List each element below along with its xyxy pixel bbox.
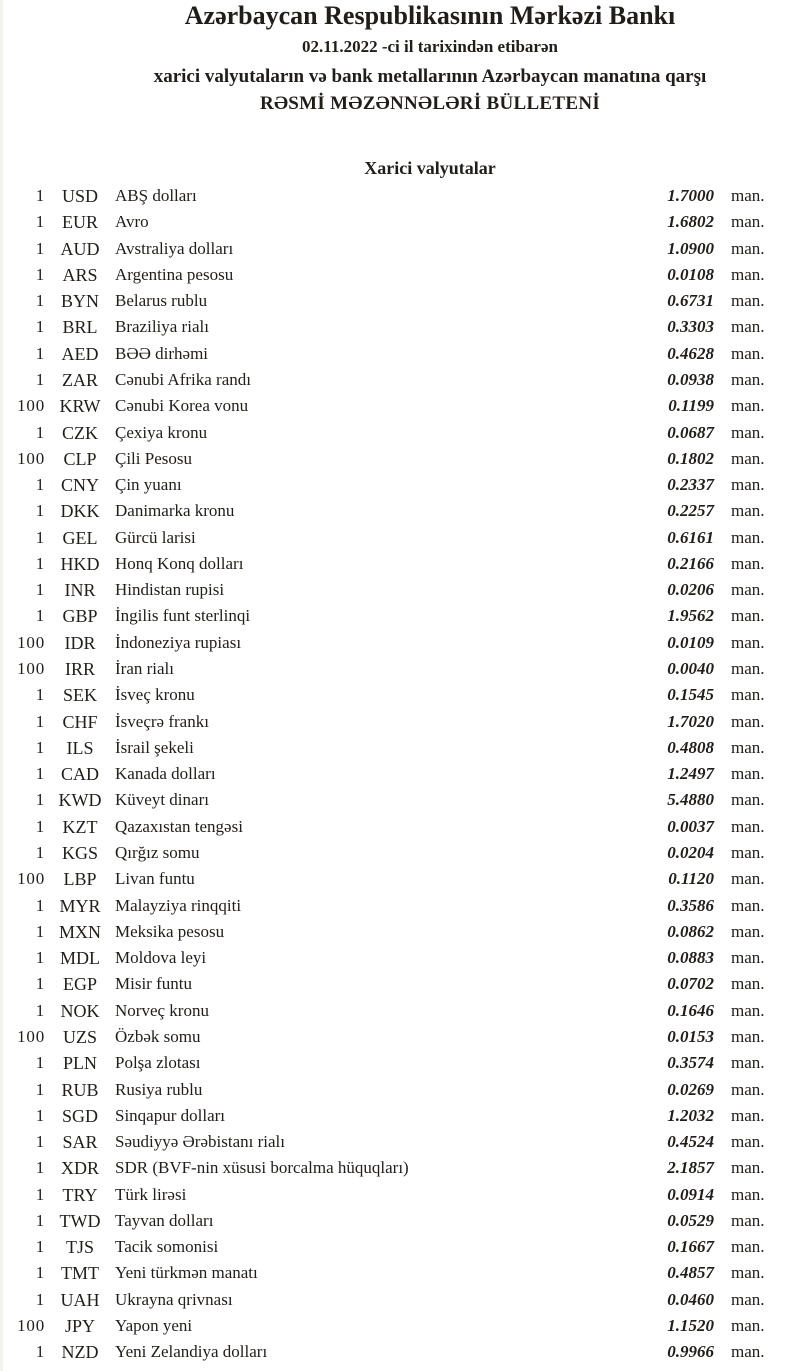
currency-code: PLN <box>62 1053 97 1074</box>
currency-row <box>0 262 800 288</box>
currency-unit: man. <box>731 212 765 232</box>
currency-code: GEL <box>62 527 98 548</box>
currency-row <box>0 288 800 314</box>
currency-name: İndoneziya rupiası <box>115 632 242 652</box>
currency-row <box>0 1339 800 1365</box>
currency-rate: 0.6731 <box>667 291 714 311</box>
currency-name: Çexiya kronu <box>115 422 208 442</box>
currency-row <box>0 183 800 209</box>
currency-rate: 0.4857 <box>667 1263 714 1283</box>
currency-code: KWD <box>58 790 102 811</box>
currency-name: Avro <box>115 212 149 232</box>
currency-row <box>0 1313 800 1339</box>
currency-unit: man. <box>731 921 765 941</box>
currency-quantity: 1 <box>35 1237 45 1257</box>
currency-quantity: 1 <box>35 501 45 521</box>
currency-code: TMT <box>61 1263 99 1284</box>
currency-unit: man. <box>731 1237 765 1257</box>
currency-name: İran rialı <box>115 659 174 679</box>
currency-rate: 1.7020 <box>667 711 714 731</box>
currency-row <box>0 682 800 708</box>
currency-unit: man. <box>731 475 765 495</box>
currency-quantity: 1 <box>35 1184 45 1204</box>
currency-unit: man. <box>731 974 765 994</box>
currency-code: DKK <box>60 501 100 522</box>
currency-row <box>0 393 800 419</box>
currency-rate: 0.0914 <box>667 1184 714 1204</box>
currency-quantity: 1 <box>35 974 45 994</box>
currency-name: Livan funtu <box>115 869 195 889</box>
currency-unit: man. <box>731 501 765 521</box>
currency-row <box>0 840 800 866</box>
currency-name: SDR (BVF-nin xüsusi borcalma hüquqları) <box>115 1158 409 1178</box>
currency-code: INR <box>64 580 96 601</box>
currency-name: Braziliya rialı <box>115 317 209 337</box>
currency-row <box>0 341 800 367</box>
currency-rate: 0.0153 <box>667 1026 714 1046</box>
currency-quantity: 1 <box>35 212 45 232</box>
currency-unit: man. <box>731 790 765 810</box>
currency-name: Misir funtu <box>115 974 192 994</box>
currency-rate: 0.0269 <box>667 1079 714 1099</box>
currency-row <box>0 735 800 761</box>
bulletin-title: RƏSMİ MƏZƏNNƏLƏRİ BÜLLETENİ <box>259 93 601 114</box>
currency-name: Argentina pesosu <box>115 264 234 284</box>
currency-row <box>0 656 800 682</box>
currency-quantity: 1 <box>35 685 45 705</box>
currency-quantity: 100 <box>17 659 45 679</box>
currency-code: USD <box>61 186 98 206</box>
currency-name: Çin yuanı <box>115 475 182 495</box>
currency-row <box>0 787 800 813</box>
currency-code: MYR <box>59 895 101 916</box>
currency-rate: 0.0529 <box>667 1210 714 1230</box>
currency-name: Tacik somonisi <box>115 1237 219 1257</box>
currency-code: ZAR <box>62 369 98 390</box>
currency-name: Avstraliya dolları <box>115 238 234 258</box>
currency-row <box>0 630 800 656</box>
currency-quantity: 1 <box>35 1053 45 1073</box>
currency-code: SAR <box>62 1132 98 1153</box>
currency-name: Tayvan dolları <box>115 1210 214 1230</box>
currency-name: Türk lirəsi <box>115 1184 187 1204</box>
currency-rate: 0.2337 <box>667 475 714 495</box>
currency-quantity: 100 <box>17 396 45 416</box>
currency-unit: man. <box>731 659 765 679</box>
currency-quantity: 1 <box>35 1289 45 1309</box>
currency-name: Ukrayna qrivnası <box>115 1289 233 1309</box>
currency-code: SGD <box>61 1105 98 1126</box>
currency-quantity: 1 <box>35 816 45 836</box>
currency-quantity: 1 <box>35 711 45 731</box>
currency-name: Polşa zlotası <box>115 1053 201 1073</box>
currency-unit: man. <box>731 1132 765 1152</box>
currency-code: GBP <box>62 606 98 627</box>
currency-quantity: 1 <box>35 606 45 626</box>
currency-name: Yeni türkmən manatı <box>115 1263 258 1283</box>
currency-row <box>0 1129 800 1155</box>
currency-quantity: 1 <box>35 238 45 258</box>
currency-code: NOK <box>60 1000 100 1021</box>
currency-quantity: 1 <box>35 843 45 862</box>
currency-row <box>0 603 800 629</box>
currency-code: NZD <box>61 1342 99 1363</box>
currency-row <box>0 577 800 603</box>
currency-code: KRW <box>59 396 101 417</box>
bank-title: Azərbaycan Respublikasının Mərkəzi Bankı <box>184 1 676 30</box>
currency-unit: man. <box>731 869 765 889</box>
currency-rate: 0.6161 <box>667 527 714 547</box>
currency-code: MDL <box>60 948 100 969</box>
currency-quantity: 1 <box>35 1263 45 1283</box>
currency-quantity: 1 <box>35 264 45 284</box>
currency-code: ILS <box>66 737 94 758</box>
currency-unit: man. <box>731 396 765 416</box>
currency-quantity: 100 <box>17 1026 45 1046</box>
currency-name: Norveç kronu <box>115 1000 209 1020</box>
currency-unit: man. <box>731 186 765 205</box>
currency-code: IDR <box>64 632 96 653</box>
currency-rate: 0.0460 <box>667 1289 714 1309</box>
currency-code: IRR <box>64 659 95 680</box>
currency-unit: man. <box>731 764 765 784</box>
currency-unit: man. <box>731 606 765 626</box>
currency-code: RUB <box>61 1079 99 1100</box>
currency-row <box>0 1155 800 1181</box>
currency-rate: 0.1545 <box>667 685 714 705</box>
currency-code: UZS <box>62 1026 97 1047</box>
currency-rate: 0.1802 <box>667 448 714 468</box>
currency-row <box>0 209 800 235</box>
currency-unit: man. <box>731 343 765 363</box>
currency-name: Özbək somu <box>115 1026 201 1046</box>
currency-quantity: 1 <box>35 1079 45 1099</box>
currency-row <box>0 367 800 393</box>
currency-name: BƏƏ dirhəmi <box>115 343 209 363</box>
currency-unit: man. <box>731 632 765 652</box>
currency-rate: 0.0883 <box>667 948 714 968</box>
currency-code: AUD <box>60 238 100 259</box>
currency-code: ARS <box>62 264 98 285</box>
currency-unit: man. <box>731 422 765 442</box>
currency-row <box>0 1208 800 1234</box>
currency-unit: man. <box>731 816 765 836</box>
currency-row <box>0 1287 800 1313</box>
currency-row <box>0 1024 800 1050</box>
currency-quantity: 1 <box>35 790 45 810</box>
currency-rate: 0.0862 <box>667 921 714 941</box>
currency-name: Danimarka kronu <box>115 501 235 521</box>
currency-name: Çili Pesosu <box>115 448 192 468</box>
currency-code: AED <box>61 343 99 364</box>
currency-rate: 0.0109 <box>667 632 714 652</box>
currency-quantity: 1 <box>35 186 45 205</box>
currency-name: Kanada dolları <box>115 764 216 784</box>
currency-code: CAD <box>60 764 99 785</box>
currency-code: XDR <box>60 1158 99 1179</box>
currency-rate: 5.4880 <box>667 790 714 810</box>
currency-row <box>0 814 800 840</box>
currency-row <box>0 446 800 472</box>
currency-unit: man. <box>731 238 765 258</box>
currency-row <box>0 472 800 498</box>
currency-unit: man. <box>731 711 765 731</box>
currency-rate: 0.1199 <box>668 396 714 416</box>
currency-name: Sinqapur dolları <box>115 1105 226 1125</box>
currency-name: Rusiya rublu <box>115 1079 203 1099</box>
currency-unit: man. <box>731 369 765 389</box>
currency-quantity: 1 <box>35 1132 45 1152</box>
currency-quantity: 100 <box>17 632 45 652</box>
currency-name: Cənubi Korea vonu <box>115 396 249 416</box>
currency-quantity: 1 <box>35 737 45 757</box>
effective-date-line: 02.11.2022 -ci il tarixindən etibarən <box>302 37 558 56</box>
currency-row <box>0 998 800 1024</box>
currency-unit: man. <box>731 264 765 284</box>
currency-rate: 0.0204 <box>667 843 714 862</box>
currency-rate: 0.9966 <box>667 1342 714 1362</box>
currency-unit: man. <box>731 1289 765 1309</box>
currency-code: KZT <box>62 816 98 837</box>
currency-unit: man. <box>731 948 765 968</box>
currency-row <box>0 1260 800 1286</box>
currency-row <box>0 893 800 919</box>
currency-rate: 0.3586 <box>667 895 714 915</box>
currency-code: LBP <box>63 869 97 890</box>
currency-code: BYN <box>60 291 99 312</box>
currency-quantity: 1 <box>35 317 45 337</box>
currency-code: UAH <box>60 1289 100 1310</box>
currency-code: HKD <box>60 553 100 574</box>
currency-row <box>0 761 800 787</box>
currency-unit: man. <box>731 1079 765 1099</box>
currency-rate: 2.1857 <box>667 1158 714 1178</box>
currency-code: CZK <box>62 422 98 443</box>
currency-unit: man. <box>731 685 765 705</box>
currency-name: Belarus rublu <box>115 291 208 311</box>
currency-name: Gürcü larisi <box>115 527 196 547</box>
currency-unit: man. <box>731 1210 765 1230</box>
currency-code: EUR <box>62 212 98 233</box>
currency-row <box>0 1234 800 1260</box>
currency-name: Hindistan rupisi <box>115 580 225 600</box>
currency-rate: 0.2166 <box>667 553 714 573</box>
currency-code: CHF <box>62 711 98 732</box>
currency-quantity: 100 <box>17 1316 45 1336</box>
currency-rate: 0.4628 <box>667 343 714 363</box>
currency-rate: 0.4524 <box>667 1132 714 1152</box>
currency-name: Qırğız somu <box>115 843 200 862</box>
currency-code: TRY <box>62 1184 98 1205</box>
currency-row <box>0 1077 800 1103</box>
currency-rate: 1.1520 <box>667 1316 714 1336</box>
currency-code: KGS <box>61 843 98 863</box>
currency-quantity: 1 <box>35 553 45 573</box>
currency-unit: man. <box>731 1105 765 1125</box>
section-title-foreign-currencies: Xarici valyutalar <box>364 158 496 178</box>
currency-quantity: 1 <box>35 1210 45 1230</box>
currency-rate: 0.3303 <box>667 317 714 337</box>
currency-row <box>0 525 800 551</box>
currency-unit: man. <box>731 895 765 915</box>
currency-row <box>0 236 800 262</box>
subject-line: xarici valyutaların və bank metallarının Azərbaycan manatına qarşı <box>153 66 707 87</box>
currency-unit: man. <box>731 1158 765 1178</box>
currency-quantity: 1 <box>35 1000 45 1020</box>
currency-quantity: 1 <box>35 1105 45 1125</box>
currency-quantity: 1 <box>35 422 45 442</box>
currency-name: Yapon yeni <box>115 1316 193 1336</box>
currency-name: ABŞ dolları <box>115 186 197 205</box>
currency-rate: 0.4808 <box>667 737 714 757</box>
currency-rate: 0.2257 <box>667 501 714 521</box>
currency-code: SEK <box>62 685 97 706</box>
currency-row <box>0 971 800 997</box>
currency-row <box>0 551 800 577</box>
currency-rate: 1.7000 <box>667 186 714 205</box>
currency-name: Küveyt dinarı <box>115 790 209 810</box>
currency-row <box>0 866 800 892</box>
currency-rate: 0.0206 <box>667 580 714 600</box>
currency-row <box>0 709 800 735</box>
currency-unit: man. <box>731 1184 765 1204</box>
currency-row <box>0 498 800 524</box>
currency-quantity: 1 <box>35 1342 45 1362</box>
currency-unit: man. <box>731 737 765 757</box>
currency-name: İsveç kronu <box>115 685 195 705</box>
currency-rate: 0.1120 <box>668 869 714 889</box>
currency-row <box>0 945 800 971</box>
currency-quantity: 1 <box>35 764 45 784</box>
currency-unit: man. <box>731 1316 765 1336</box>
currency-unit: man. <box>731 317 765 337</box>
currency-name: Qazaxıstan tengəsi <box>115 816 243 836</box>
currency-unit: man. <box>731 843 765 862</box>
currency-rate: 0.0702 <box>667 974 714 994</box>
currency-quantity: 1 <box>35 475 45 495</box>
currency-unit: man. <box>731 1000 765 1020</box>
currency-rate: 0.1667 <box>667 1237 714 1257</box>
currency-row <box>0 420 800 446</box>
currency-rate: 0.1646 <box>667 1000 714 1020</box>
currency-code: JPY <box>64 1316 95 1337</box>
currency-quantity: 1 <box>35 291 45 311</box>
currency-rate: 1.2497 <box>667 764 714 784</box>
currency-name: İsrail şekeli <box>115 737 194 757</box>
currency-rate: 0.0108 <box>667 264 714 284</box>
currency-unit: man. <box>731 553 765 573</box>
currency-rate: 0.3574 <box>667 1053 714 1073</box>
currency-name: İsveçrə frankı <box>115 711 209 731</box>
currency-code: BRL <box>62 317 98 338</box>
currency-name: Moldova leyi <box>115 948 207 968</box>
currency-unit: man. <box>731 1053 765 1073</box>
currency-rate: 0.0040 <box>667 659 714 679</box>
currency-row <box>0 1182 800 1208</box>
currency-rate: 0.0938 <box>667 369 714 389</box>
currency-unit: man. <box>731 1342 765 1362</box>
currency-unit: man. <box>731 448 765 468</box>
currency-rate: 0.0037 <box>667 816 714 836</box>
currency-quantity: 1 <box>35 369 45 389</box>
currency-row <box>0 314 800 340</box>
currency-unit: man. <box>731 580 765 600</box>
currency-quantity: 1 <box>35 343 45 363</box>
currency-quantity: 1 <box>35 527 45 547</box>
currency-name: Meksika pesosu <box>115 921 225 941</box>
currency-quantity: 1 <box>35 580 45 600</box>
currency-code: CNY <box>60 475 99 496</box>
currency-row <box>0 919 800 945</box>
currency-quantity: 1 <box>35 1158 45 1178</box>
currency-row <box>0 1050 800 1076</box>
currency-rate: 1.2032 <box>667 1105 714 1125</box>
currency-unit: man. <box>731 1263 765 1283</box>
currency-quantity: 1 <box>35 895 45 915</box>
currency-name: Honq Konq dolları <box>115 553 244 573</box>
currency-quantity: 100 <box>17 448 45 468</box>
currency-name: Yeni Zelandiya dolları <box>115 1342 268 1362</box>
currency-quantity: 1 <box>35 948 45 968</box>
currency-rate: 0.0687 <box>667 422 714 442</box>
currency-name: Cənubi Afrika randı <box>115 369 251 389</box>
currency-rate: 1.9562 <box>667 606 714 626</box>
currency-code: EGP <box>62 974 97 995</box>
currency-unit: man. <box>731 291 765 311</box>
currency-code: TJS <box>65 1237 94 1258</box>
currency-code: CLP <box>63 448 97 469</box>
currency-code: TWD <box>59 1210 101 1231</box>
currency-name: Malayziya rinqqiti <box>115 895 242 915</box>
currency-code: MXN <box>58 921 101 942</box>
currency-name: Səudiyyə Ərəbistanı rialı <box>115 1132 285 1152</box>
currency-quantity: 1 <box>35 921 45 941</box>
currency-rate: 1.0900 <box>667 238 714 258</box>
currency-row <box>0 1103 800 1129</box>
currency-quantity: 100 <box>17 869 45 889</box>
currency-name: İngilis funt sterlinqi <box>115 606 251 626</box>
currency-unit: man. <box>731 1026 765 1046</box>
currency-unit: man. <box>731 527 765 547</box>
currency-rate: 1.6802 <box>667 212 714 232</box>
